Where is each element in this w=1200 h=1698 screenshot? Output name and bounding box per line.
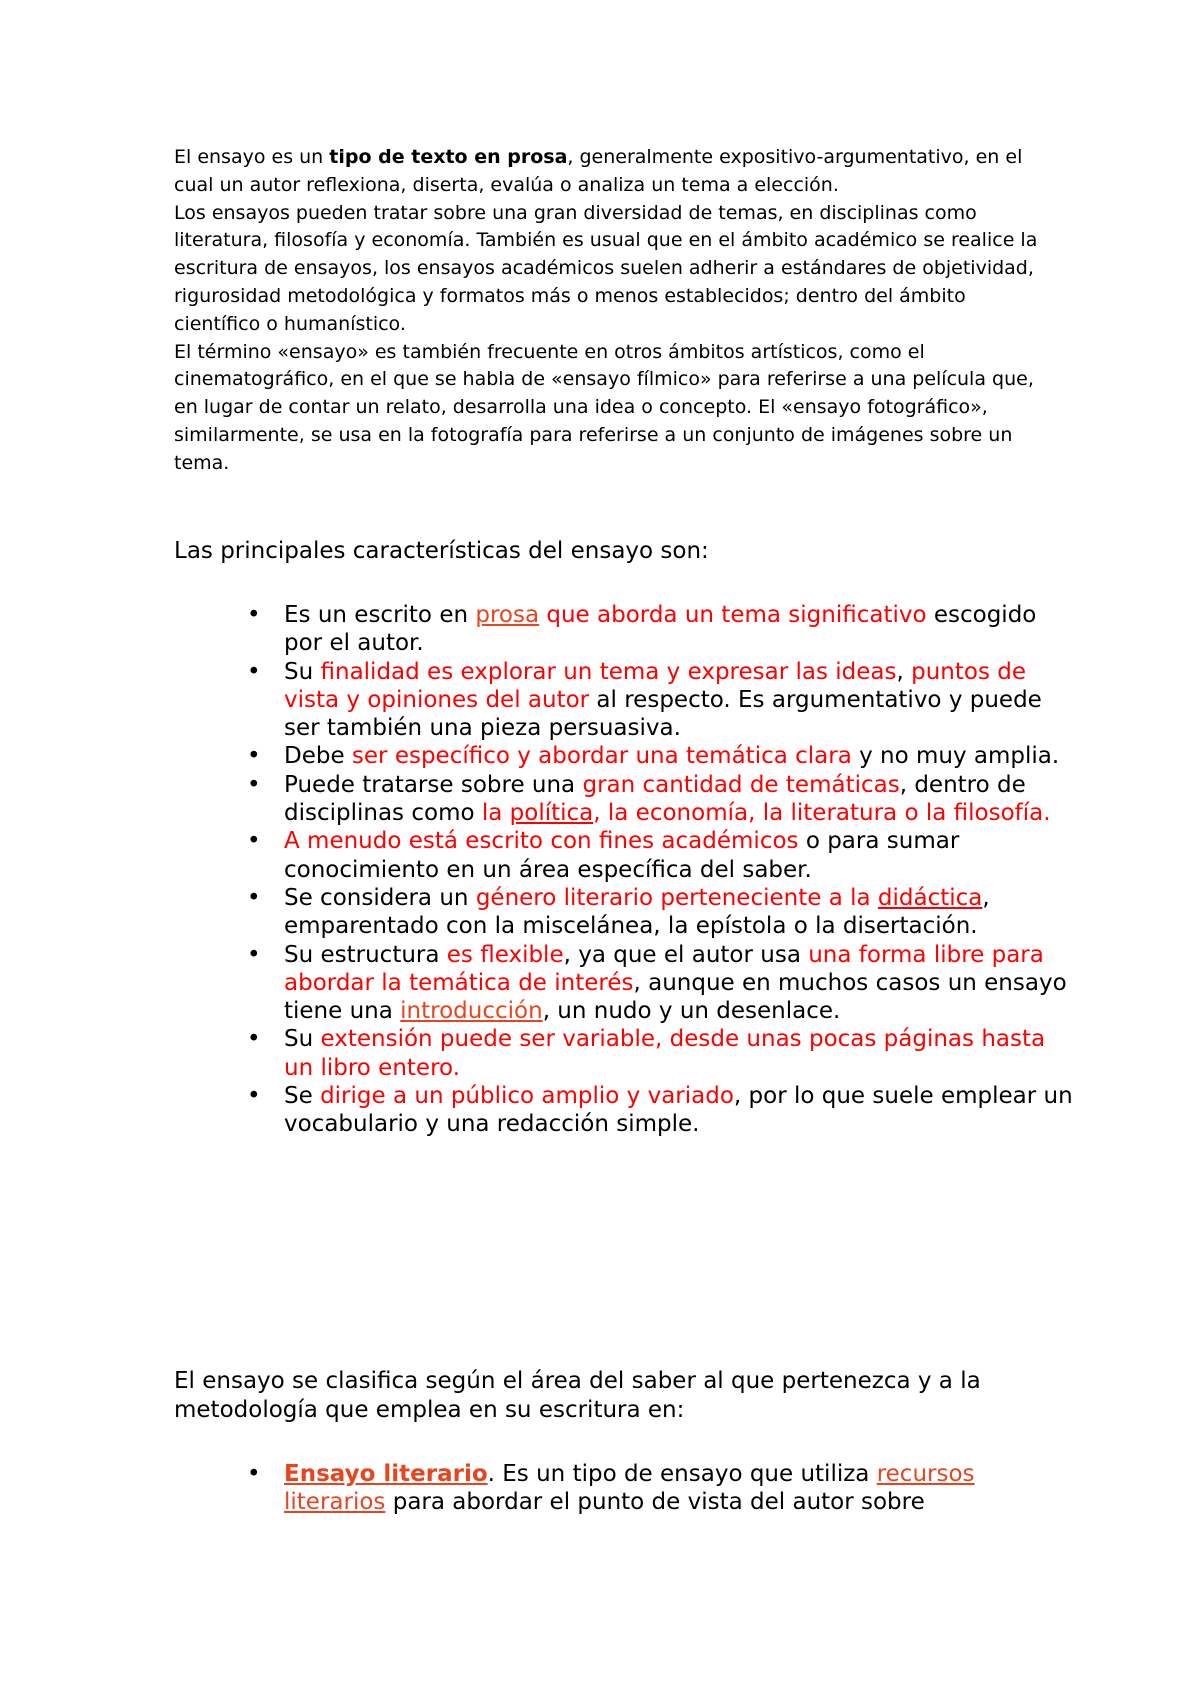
intro-p1-bold: tipo de texto en prosa [329,146,568,168]
list-item: • Es un escrito en prosa que aborda un tema significativo escogido por el autor. [247,602,1037,657]
link-recursos-literarios[interactable]: recursos literarios [284,1461,975,1516]
classification-list [174,1460,1074,1517]
list-item: • Ensayo literario. Es un tipo de ensayo que utiliza recursos literarios para abordar el punto de vista del autor sobre [247,1461,975,1516]
list-item: • A menudo está escrito con fines académicos o para sumar conocimiento en un área específica del saber. [247,828,960,883]
link-introduccion[interactable]: introducción [400,998,543,1025]
intro-paragraph-2: Los ensayos pueden tratar sobre una gran diversidad de temas, en disciplinas como literatura, filosofía y economía. También es usual que en el ámbito académico se realice la escritura de ensayos, los ensayos académicos suelen adherir a estándares de objetividad, rigurosidad metodológica y formatos más o menos establecidos; dentro del ámbito científico o humanístico. [174,201,1038,335]
link-prosa[interactable]: prosa [475,602,540,628]
bullet-icon: • [247,884,261,911]
intro-paragraph-1 [174,144,1054,200]
list-item: • Su estructura es flexible, ya que el autor usa una forma libre para abordar la temática de interés, aunque en muchos casos un ensayo tiene una introducción, un nudo y un desenlace. [247,941,1067,1025]
list-item: • Su finalidad es explorar un tema y expresar las ideas, puntos de vista y opiniones del autor al respecto. Es argumentativo y puede ser también una pieza persuasiva. [247,658,1042,742]
intro-p1-text-c: , generalmente expositivo-argumentativo, en el cual un autor reflexiona, diserta, evalúa o analiza un tema a elección. [174,146,1023,196]
bullet-icon: • [247,1461,261,1487]
link-politica[interactable]: política [509,800,594,827]
bullet-icon: • [247,602,261,628]
bullet-icon: • [247,828,261,855]
list-item: • Su extensión puede ser variable, desde unas pocas páginas hasta un libro entero. [247,1026,1046,1081]
bullet-icon: • [247,658,261,685]
list-item: • Se dirige a un público amplio y variado, por lo que suele emplear un vocabulario y una redacción simple. [247,1083,1073,1138]
section1-heading: Las principales características del ensayo son: [174,538,709,564]
bullet-icon: • [247,941,261,968]
section2-heading: El ensayo se clasifica según el área del saber al que pertenezca y a la metodología que emplea en su escritura en: [174,1368,981,1423]
list-item: • Se considera un género literario perteneciente a la didáctica, emparentado con la miscelánea, la epístola o la disertación. [247,884,990,940]
link-ensayo-literario[interactable]: Ensayo literario [284,1461,488,1487]
list-item: • Debe ser específico y abordar una temática clara y no muy amplia. [247,743,1060,770]
intro-paragraph-3: El término «ensayo» es también frecuente en otros ámbitos artísticos, como el cinematográfico, en el que se habla de «ensayo fílmico» para referirse a una película que, en lugar de contar un relato, desarrolla una idea o concepto. El «ensayo fotográfico», similarmente, se usa en la fotografía para referirse a un conjunto de imágenes sobre un tema. [174,340,1034,474]
bullet-icon: • [247,1083,261,1110]
intro-p1-text-a: El ensayo es un [174,146,330,168]
link-didactica[interactable]: didáctica [877,884,983,911]
bullet-icon: • [247,771,261,798]
intro-text [174,144,1054,478]
bullet-icon: • [247,743,261,770]
list-item: • Puede tratarse sobre una gran cantidad de temáticas, dentro de disciplinas como la política, la economía, la literatura o la filosofía. [247,771,1051,827]
characteristics-list [174,601,1074,1139]
bullet-icon: • [247,1026,261,1053]
